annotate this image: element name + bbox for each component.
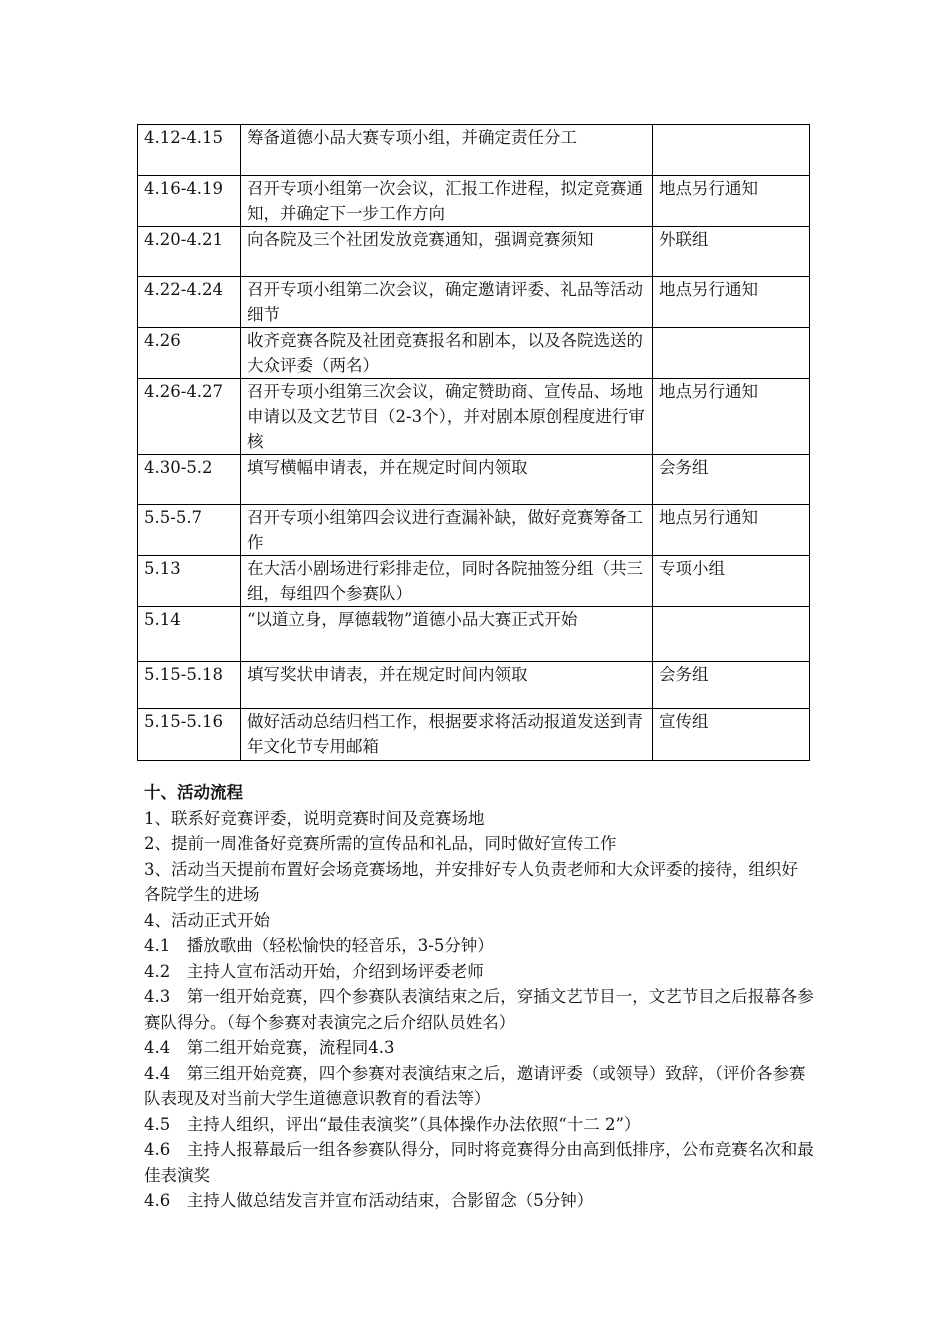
note-cell — [653, 125, 810, 176]
date-cell: 5.14 — [138, 607, 241, 662]
flow-step: 4.5 主持人组织，评出“最佳表演奖”（具体操作办法依照“十二 2”） — [144, 1114, 641, 1134]
date-cell: 5.5-5.7 — [138, 505, 241, 556]
table-row — [138, 556, 810, 607]
flow-step: 4.4 第三组开始竞赛，四个参赛对表演结束之后，邀请评委（或领导）致辞，（评价各参赛队表现及对当前大学生道德意识教育的看法等） — [144, 1063, 806, 1108]
flow-step: 4.6 主持人做总结发言并宣布活动结束，合影留念（5分钟） — [144, 1191, 594, 1210]
table-row — [138, 125, 810, 176]
table-row — [138, 662, 810, 709]
task-cell: 筹备道德小品大赛专项小组，并确定责任分工 — [241, 125, 653, 176]
schedule-table — [137, 124, 810, 761]
task-cell: 召开专项小组第二次会议，确定邀请评委、礼品等活动细节 — [241, 277, 653, 328]
flow-step: 1、联系好竞赛评委，说明竞赛时间及竞赛场地 — [144, 808, 485, 828]
note-cell: 地点另行通知 — [653, 505, 810, 556]
table-row — [138, 176, 810, 227]
flow-step: 4.2 主持人宣布活动开始，介绍到场评委老师 — [144, 961, 484, 981]
note-cell — [653, 607, 810, 662]
schedule-table-body — [138, 125, 810, 761]
date-cell: 4.16-4.19 — [138, 176, 241, 227]
flow-step: 3、活动当天提前布置好会场竞赛场地，并安排好专人负责老师和大众评委的接待，组织好各院学生的进场 — [144, 859, 798, 904]
date-cell: 5.13 — [138, 556, 241, 607]
note-cell: 宣传组 — [653, 709, 810, 761]
flow-step: 4.3 第一组开始竞赛，四个参赛队表演结束之后，穿插文艺节目一，文艺节目之后报幕各参赛队得分。（每个参赛对表演完之后介绍队员姓名） — [144, 987, 814, 1032]
task-cell: 填写奖状申请表，并在规定时间内领取 — [241, 662, 653, 709]
note-cell: 地点另行通知 — [653, 277, 810, 328]
section-heading: 十、活动流程 — [144, 783, 243, 802]
flow-step: 4.4 第二组开始竞赛，流程同4.3 — [144, 1038, 395, 1057]
task-cell: 召开专项小组第三次会议，确定赞助商、宣传品、场地申请以及文艺节目（2-3个），并对剧本原创程度进行审核 — [241, 379, 653, 455]
task-cell: 在大活小剧场进行彩排走位，同时各院抽签分组（共三组，每组四个参赛队） — [241, 556, 653, 607]
note-cell — [653, 328, 810, 379]
date-cell: 4.30-5.2 — [138, 455, 241, 505]
task-cell: 召开专项小组第四会议进行查漏补缺，做好竞赛筹备工作 — [241, 505, 653, 556]
table-row — [138, 328, 810, 379]
date-cell: 4.22-4.24 — [138, 277, 241, 328]
flow-step: 4.1 播放歌曲（轻松愉快的轻音乐，3-5分钟） — [144, 936, 494, 955]
date-cell: 4.26 — [138, 328, 241, 379]
task-cell: “以道立身，厚德载物”道德小品大赛正式开始 — [241, 607, 653, 662]
date-cell: 5.15-5.18 — [138, 662, 241, 709]
flow-step: 4.6 主持人报幕最后一组各参赛队得分，同时将竞赛得分由高到低排序，公布竞赛名次和最佳表演奖 — [144, 1140, 814, 1185]
note-cell: 会务组 — [653, 455, 810, 505]
date-cell: 5.15-5.16 — [138, 709, 241, 761]
note-cell: 会务组 — [653, 662, 810, 709]
date-cell: 4.20-4.21 — [138, 227, 241, 277]
task-cell: 做好活动总结归档工作，根据要求将活动报道发送到青年文化节专用邮箱 — [241, 709, 653, 761]
flow-step: 4、活动正式开始 — [144, 910, 270, 930]
note-cell: 专项小组 — [653, 556, 810, 607]
task-cell: 填写横幅申请表，并在规定时间内领取 — [241, 455, 653, 505]
activity-flow-section — [144, 780, 814, 1214]
note-cell: 地点另行通知 — [653, 176, 810, 227]
task-cell: 召开专项小组第一次会议，汇报工作进程，拟定竞赛通知，并确定下一步工作方向 — [241, 176, 653, 227]
table-row — [138, 379, 810, 455]
table-row — [138, 709, 810, 761]
table-row — [138, 227, 810, 277]
table-row — [138, 277, 810, 328]
table-row — [138, 505, 810, 556]
table-row — [138, 607, 810, 662]
note-cell: 外联组 — [653, 227, 810, 277]
date-cell: 4.26-4.27 — [138, 379, 241, 455]
date-cell: 4.12-4.15 — [138, 125, 241, 176]
task-cell: 收齐竞赛各院及社团竞赛报名和剧本，以及各院选送的大众评委（两名） — [241, 328, 653, 379]
flow-step: 2、提前一周准备好竞赛所需的宣传品和礼品，同时做好宣传工作 — [144, 834, 617, 853]
table-row — [138, 455, 810, 505]
task-cell: 向各院及三个社团发放竞赛通知，强调竞赛须知 — [241, 227, 653, 277]
note-cell: 地点另行通知 — [653, 379, 810, 455]
